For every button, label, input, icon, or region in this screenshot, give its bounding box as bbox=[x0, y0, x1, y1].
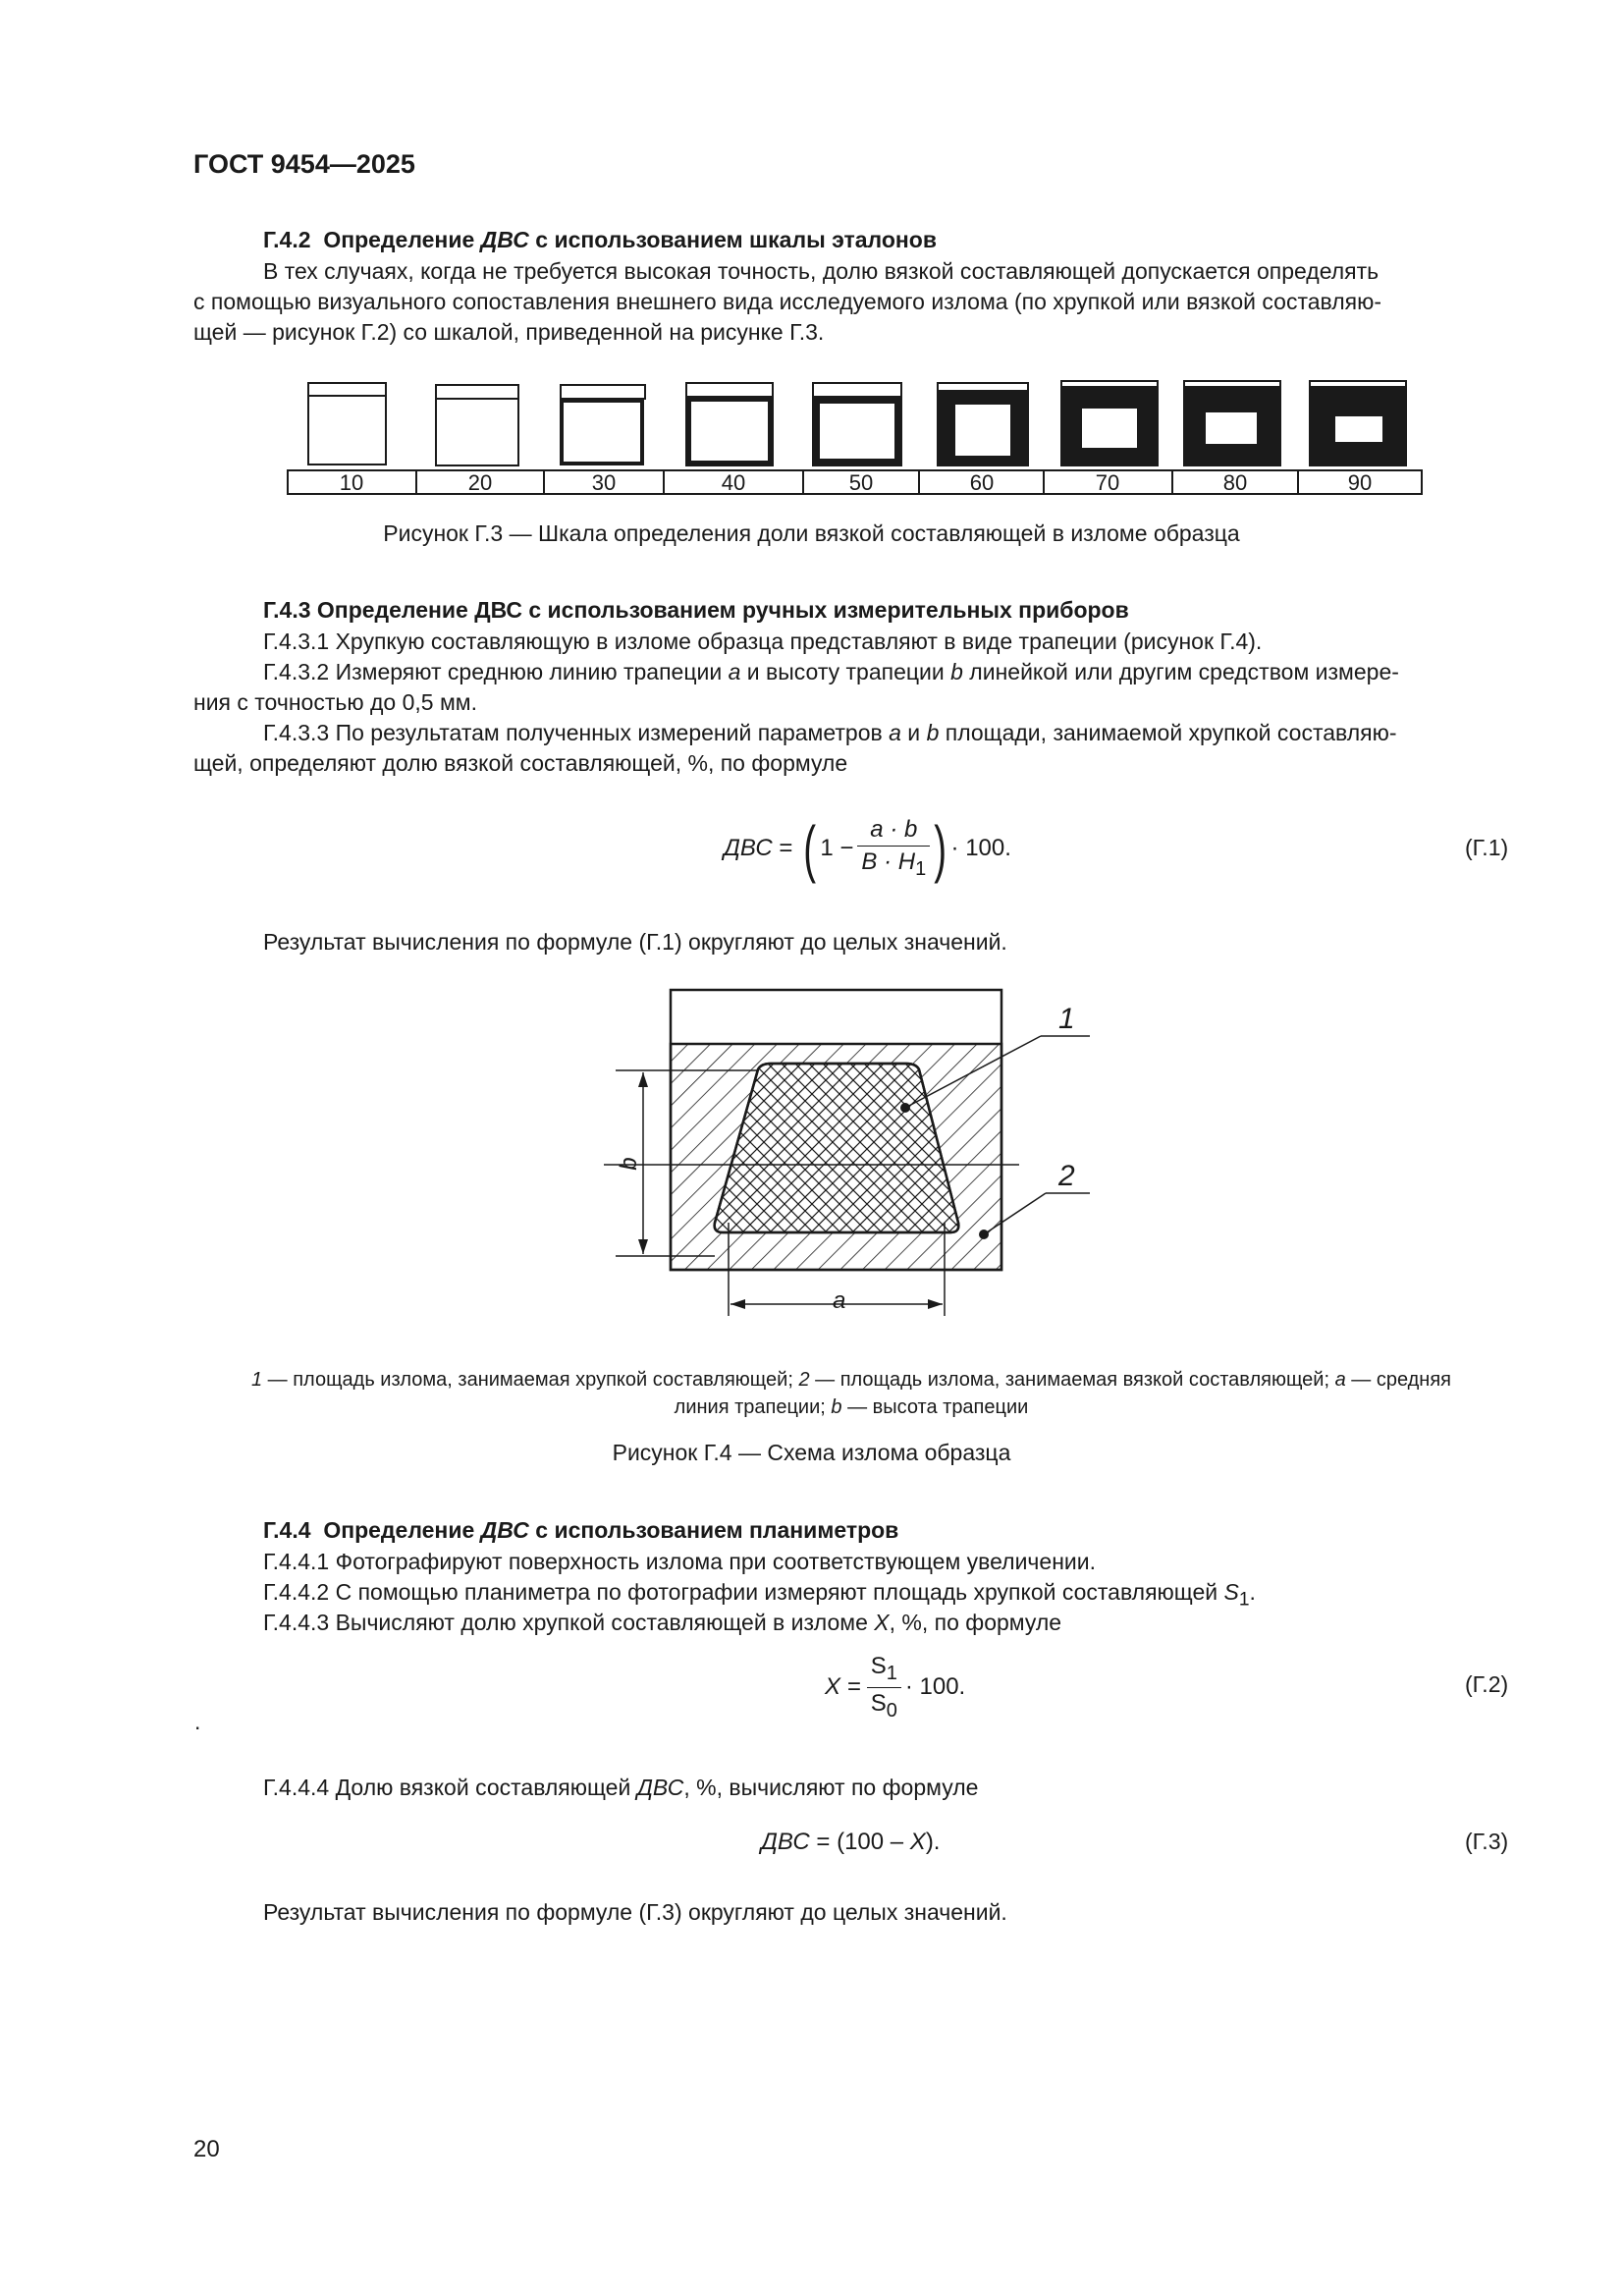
section-g44-p2: Г.4.4.2 С помощью планиметра по фотографии измеряют площадь хрупкой составляющей $S_1$. bbox=[263, 1579, 1256, 1611]
section-g43-p2: Г.4.3.2 Измеряют среднюю линию трапеции a и высоту трапеции b линейкой или другим средством измере- bbox=[263, 659, 1399, 684]
scale-value-50: 50 bbox=[848, 470, 874, 495]
scale-value-10: 10 bbox=[339, 470, 364, 495]
scale-value-20: 20 bbox=[467, 470, 493, 495]
section-g42-line1: В тех случаях, когда не требуется высокая точность, долю вязкой составляющей допускается определять bbox=[263, 258, 1380, 284]
figure-g4-caption: Рисунок Г.4 — Схема излома образца bbox=[612, 1440, 1011, 1465]
formula-g2-number: (Г.2) bbox=[1465, 1671, 1509, 1697]
formula-g2-numerator: S bbox=[870, 1652, 887, 1679]
section-g42-line3: щей — рисунок Г.2) со шкалой, приведенной на рисунке Г.3. bbox=[193, 319, 825, 345]
scale-value-60: 60 bbox=[969, 470, 995, 495]
scale-value-80: 80 bbox=[1222, 470, 1248, 495]
formula-g1-numerator: a · b bbox=[857, 816, 930, 847]
section-g44-p3: Г.4.4.3 Вычисляют долю хрупкой составляющей в изломе X, %, по формуле bbox=[263, 1610, 1062, 1635]
label-dimension-a: a bbox=[833, 1287, 846, 1314]
section-g44-p4: Г.4.4.4 Долю вязкой составляющей ДВС, %, вычисляют по формуле bbox=[263, 1775, 979, 1800]
page-number: 20 bbox=[193, 2136, 220, 2162]
section-g44-p1: Г.4.4.1 Фотографируют поверхность излома при соответствующем увеличении. bbox=[263, 1549, 1096, 1574]
section-g43-p1: Г.4.3.1 Хрупкую составляющую в изломе образца представляют в виде трапеции (рисунок Г.4). bbox=[263, 629, 1263, 654]
section-g43-heading: Г.4.3 Определение ДВС с использованием ручных измерительных приборов bbox=[263, 597, 1129, 623]
section-g44-heading: Г.4.4 Определение ДВС с использованием планиметров bbox=[263, 1517, 899, 1543]
fracture-scheme-figure bbox=[599, 977, 1109, 1326]
formula-g2-denominator: S bbox=[870, 1689, 887, 1717]
section-g43-p3: Г.4.3.3 По результатам полученных измерений параметров a и b площади, занимаемой хрупкой составляю- bbox=[263, 720, 1397, 745]
section-g44-result: Результат вычисления по формуле (Г.3) округляют до целых значений. bbox=[263, 1899, 1007, 1925]
stray-dot: . bbox=[194, 1709, 201, 1734]
section-g42-heading: Г.4.2 Определение ДВС с использованием шкалы эталонов bbox=[263, 227, 937, 252]
scale-value-90: 90 bbox=[1347, 470, 1373, 495]
formula-g3: ДВС = (100 – X). bbox=[761, 1829, 941, 1855]
formula-g3-number: (Г.3) bbox=[1465, 1829, 1509, 1854]
formula-g1-lhs: ДВС bbox=[724, 835, 773, 861]
scale-value-40: 40 bbox=[721, 470, 746, 495]
formula-g2-tail: · 100. bbox=[904, 1673, 966, 1700]
formula-g1-tail: · 100. bbox=[950, 835, 1011, 861]
standards-scale-figure bbox=[285, 373, 1434, 496]
section-g42-line2: с помощью визуального сопоставления внешнего вида исследуемого излома (по хрупкой или вязкой составляю- bbox=[193, 289, 1382, 314]
formula-g1: ДВС = ( 1 − $\frac{a \cdot b}{B \cdot H_1}$ ) · 100. bbox=[724, 813, 1011, 884]
scale-value-70: 70 bbox=[1095, 470, 1120, 495]
label-ductile-zone: 2 bbox=[1058, 1160, 1075, 1192]
figure-g3-caption: Рисунок Г.3 — Шкала определения доли вязкой составляющей в изломе образца bbox=[383, 520, 1240, 546]
figure-g4-legend: 1 — площадь излома, занимаемая хрупкой составляющей; 2 — площадь излома, занимаемая вязкой составляющей; a — средняя линия трапеции; b — высота трапеции bbox=[250, 1369, 1452, 1418]
scale-value-30: 30 bbox=[591, 470, 617, 495]
section-g43-p3-line2: щей, определяют долю вязкой составляющей, %, по формуле bbox=[193, 750, 848, 776]
label-brittle-zone: 1 bbox=[1058, 1003, 1075, 1035]
formula-g1-number: (Г.1) bbox=[1465, 835, 1509, 860]
formula-g1-denominator: B · H bbox=[861, 848, 916, 876]
formula-g2: X = $\frac{S_1}{S_0}$ · 100. bbox=[825, 1652, 966, 1722]
document-code: ГОСТ 9454—2025 bbox=[193, 149, 415, 179]
label-dimension-b: b bbox=[616, 1157, 642, 1171]
formula-g1-one: 1 − bbox=[820, 835, 854, 861]
section-g43-result: Результат вычисления по формуле (Г.1) округляют до целых значений. bbox=[263, 929, 1007, 955]
formula-g2-lhs: X = bbox=[825, 1673, 861, 1700]
section-g43-p2-line2: ния с точностью до 0,5 мм. bbox=[193, 689, 477, 715]
